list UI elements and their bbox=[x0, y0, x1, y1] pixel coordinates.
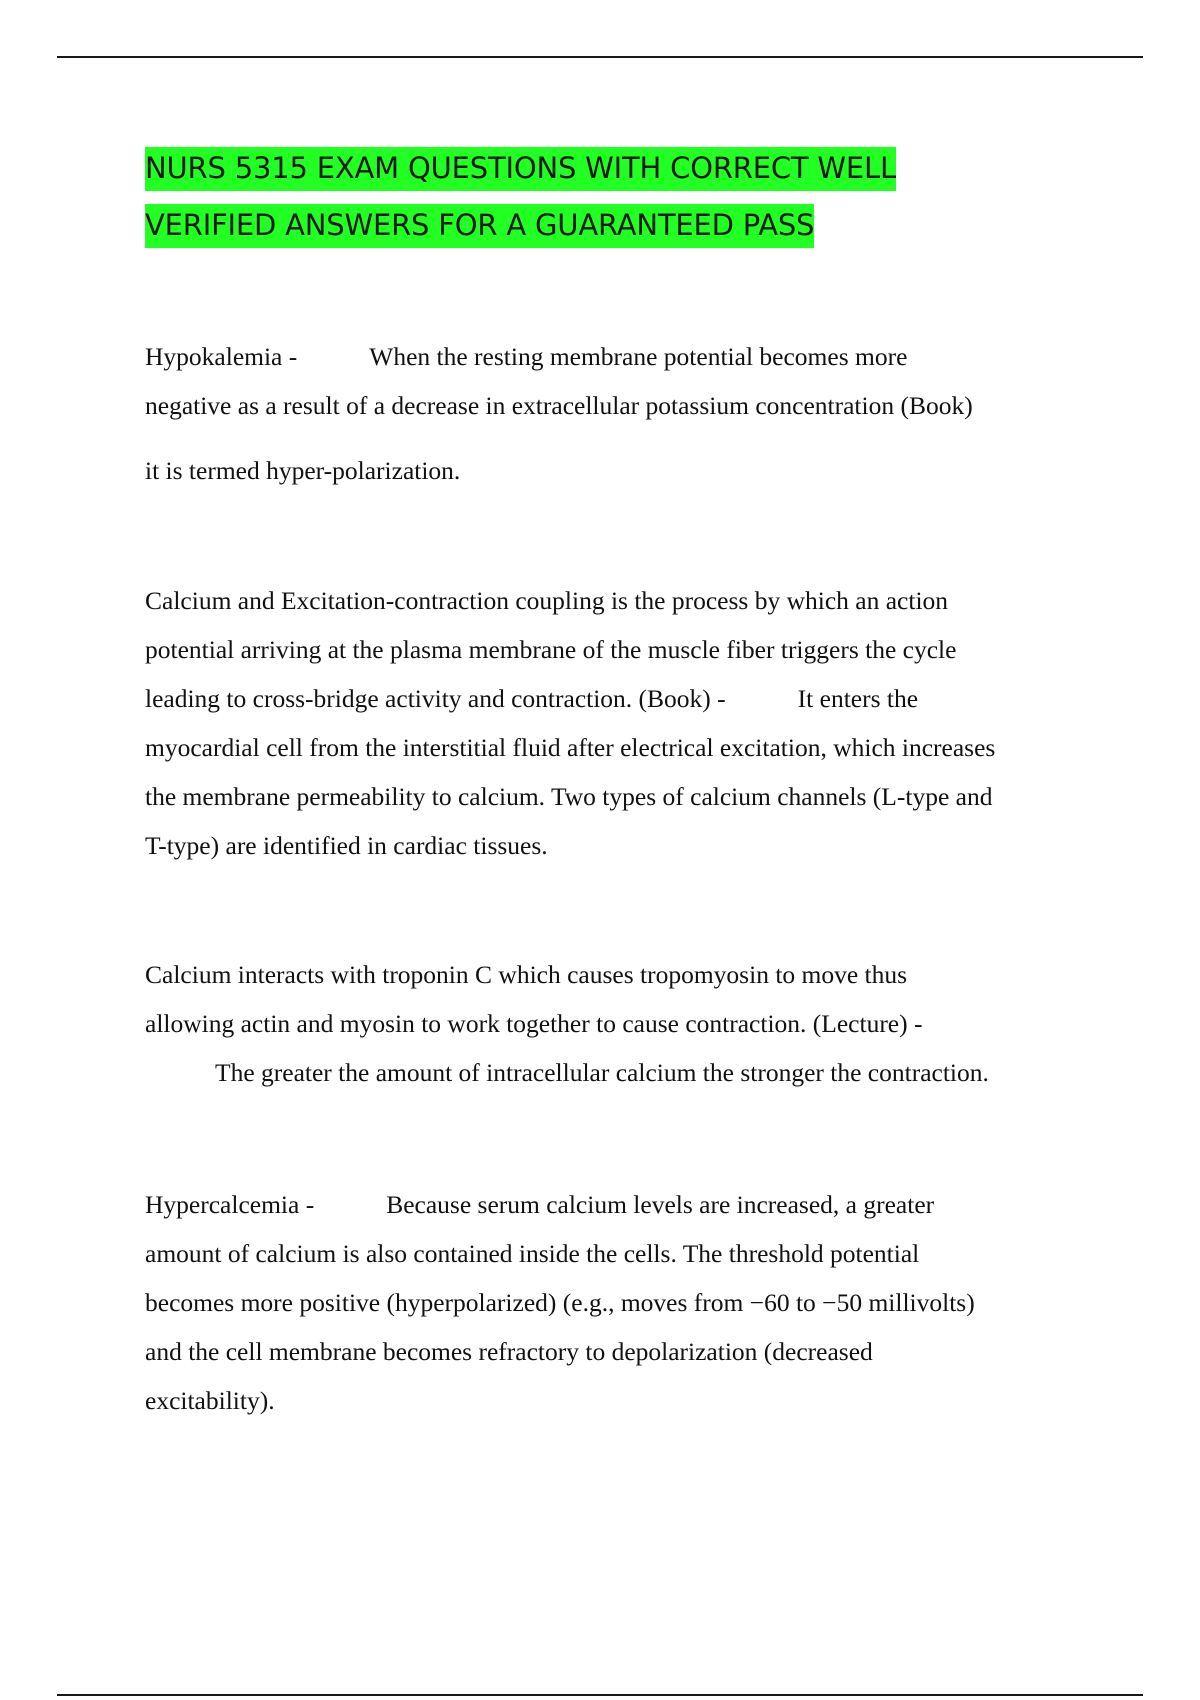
term: Hypercalcemia - bbox=[145, 1190, 315, 1219]
question-line: Calcium and Excitation-contraction coupling is the process by which an action bbox=[145, 586, 949, 615]
title-line-1: NURS 5315 EXAM QUESTIONS WITH CORRECT WELL bbox=[145, 147, 896, 191]
answer-line: amount of calcium is also contained inside the cells. The threshold potential bbox=[145, 1239, 920, 1268]
title-line-2: VERIFIED ANSWERS FOR A GUARANTEED PASS bbox=[145, 204, 814, 248]
answer-line: T-type) are identified in cardiac tissues. bbox=[145, 831, 548, 860]
answer-line: it is termed hyper-polarization. bbox=[145, 456, 461, 485]
answer-line: myocardial cell from the interstitial fluid after electrical excitation, which increases bbox=[145, 733, 996, 762]
footer-rule bbox=[57, 1694, 1143, 1696]
answer-line: becomes more positive (hyperpolarized) (e.g., moves from −60 to −50 millivolts) bbox=[145, 1288, 975, 1317]
answer-line: negative as a result of a decrease in extracellular potassium concentration (Book) bbox=[145, 391, 973, 420]
term: Hypokalemia - bbox=[145, 342, 298, 371]
qa-item-hypercalcemia bbox=[145, 1180, 1095, 1425]
question-line: Calcium interacts with troponin C which causes tropomyosin to move thus bbox=[145, 960, 908, 989]
answer-line: It enters the bbox=[797, 684, 919, 713]
header-rule bbox=[57, 56, 1143, 58]
answer-line: Because serum calcium levels are increased, a greater bbox=[386, 1190, 935, 1219]
answer-line: When the resting membrane potential becomes more bbox=[369, 342, 908, 371]
question-line: potential arriving at the plasma membrane of the muscle fiber triggers the cycle bbox=[145, 635, 957, 664]
document-title bbox=[145, 140, 1065, 254]
qa-item-hypokalemia bbox=[145, 332, 1095, 495]
question-line: leading to cross-bridge activity and contraction. (Book) - bbox=[145, 684, 726, 713]
answer-line: the membrane permeability to calcium. Two types of calcium channels (L-type and bbox=[145, 782, 993, 811]
answer-line: and the cell membrane becomes refractory to depolarization (decreased bbox=[145, 1337, 873, 1366]
question-line: allowing actin and myosin to work together to cause contraction. (Lecture) - bbox=[145, 1009, 923, 1038]
qa-item-troponin bbox=[145, 950, 1095, 1097]
qa-item-excitation-contraction bbox=[145, 576, 1095, 870]
answer-line: The greater the amount of intracellular calcium the stronger the contraction. bbox=[215, 1058, 989, 1087]
answer-line: excitability). bbox=[145, 1386, 275, 1415]
